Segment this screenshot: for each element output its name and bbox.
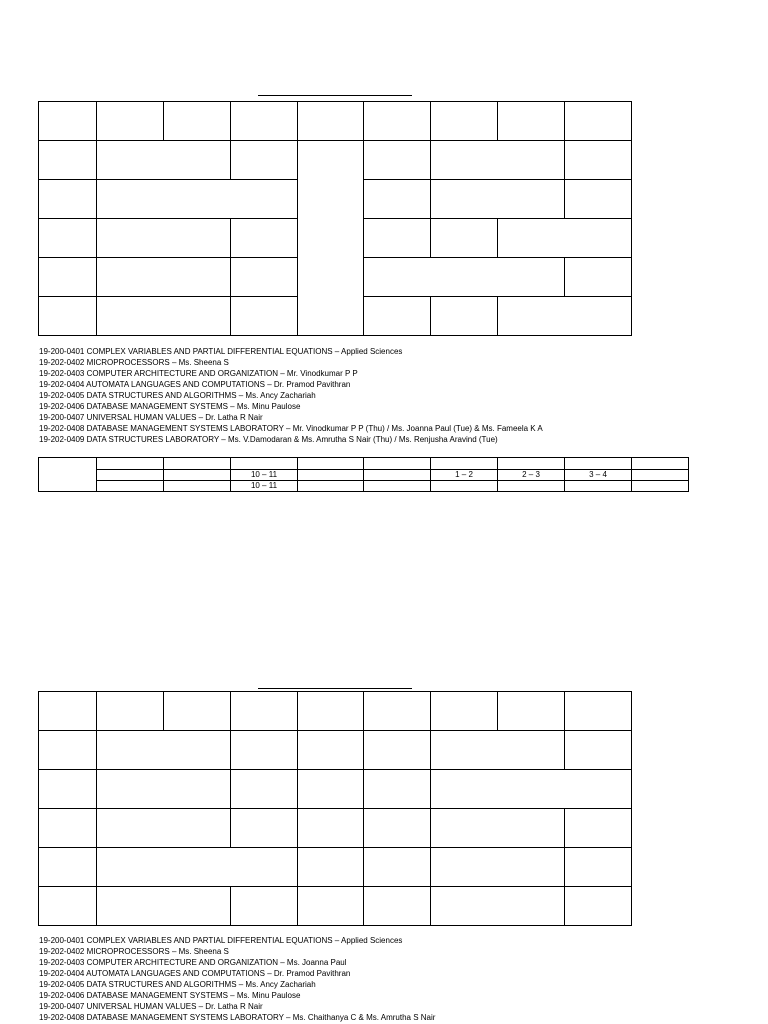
grid-cell — [363, 257, 565, 297]
grid-cell — [96, 691, 164, 731]
grid-cell — [564, 257, 632, 297]
grid-cell — [96, 218, 231, 258]
grid-cell — [96, 808, 231, 848]
period-cell — [631, 480, 689, 492]
grid-cell — [363, 769, 431, 809]
grid-cell — [96, 296, 231, 336]
grid-cell — [430, 179, 565, 219]
grid-cell — [564, 140, 632, 180]
period-cell: 1 – 2 — [430, 469, 498, 481]
grid-cell — [96, 140, 231, 180]
grid-cell — [163, 101, 231, 141]
grid-cell — [497, 296, 632, 336]
course-line: 19-202-0408 DATABASE MANAGEMENT SYSTEMS LABORATORY – Ms. Chaithanya C & Ms. Amrutha S Nair — [39, 1013, 436, 1022]
grid-cell — [363, 808, 431, 848]
course-line: 19-202-0403 COMPUTER ARCHITECTURE AND ORGANIZATION – Ms. Joanna Paul — [39, 958, 347, 967]
grid-cell — [297, 101, 364, 141]
course-line: 19-202-0402 MICROPROCESSORS – Ms. Sheena S — [39, 358, 229, 367]
period-cell: 10 – 11 — [230, 469, 298, 481]
grid-cell — [230, 730, 298, 770]
grid-cell — [96, 886, 231, 926]
grid-cell — [363, 296, 431, 336]
course-line: 19-202-0404 AUTOMATA LANGUAGES AND COMPUTATIONS – Dr. Pramod Pavithran — [39, 969, 351, 978]
course-line: 19-202-0405 DATA STRUCTURES AND ALGORITHMS – Ms. Ancy Zachariah — [39, 391, 316, 400]
course-line: 19-200-0401 COMPLEX VARIABLES AND PARTIAL DIFFERENTIAL EQUATIONS – Applied Sciences — [39, 347, 403, 356]
course-line: 19-200-0407 UNIVERSAL HUMAN VALUES – Dr. Latha R Nair — [39, 1002, 263, 1011]
grid-cell — [38, 847, 97, 887]
course-line: 19-202-0404 AUTOMATA LANGUAGES AND COMPUTATIONS – Dr. Pramod Pavithran — [39, 380, 351, 389]
grid-cell — [564, 691, 632, 731]
grid-cell — [96, 179, 298, 219]
grid-cell — [363, 179, 431, 219]
grid-cell — [497, 691, 565, 731]
grid-cell — [430, 730, 565, 770]
grid-cell — [38, 140, 97, 180]
course-line: 19-202-0406 DATABASE MANAGEMENT SYSTEMS – Ms. Minu Paulose — [39, 991, 301, 1000]
timetable-a-course-list — [39, 346, 543, 445]
grid-cell — [163, 691, 231, 731]
grid-cell — [96, 769, 231, 809]
period-cell — [96, 480, 164, 492]
course-line: 19-202-0405 DATA STRUCTURES AND ALGORITHMS – Ms. Ancy Zachariah — [39, 980, 316, 989]
course-line: 19-200-0407 UNIVERSAL HUMAN VALUES – Dr. Latha R Nair — [39, 413, 263, 422]
grid-cell — [564, 808, 632, 848]
grid-cell — [430, 101, 498, 141]
period-cell: 2 – 3 — [497, 469, 565, 481]
period-cell — [363, 480, 431, 492]
grid-cell — [297, 691, 364, 731]
periods-day-cell — [38, 457, 97, 492]
grid-cell — [38, 769, 97, 809]
course-line: 19-202-0406 DATABASE MANAGEMENT SYSTEMS – Ms. Minu Paulose — [39, 402, 301, 411]
timetable-b-course-list — [39, 935, 435, 1023]
break-cell — [297, 140, 364, 336]
course-line: 19-202-0403 COMPUTER ARCHITECTURE AND ORGANIZATION – Mr. Vinodkumar P P — [39, 369, 358, 378]
grid-cell — [230, 218, 298, 258]
period-cell — [163, 480, 231, 492]
course-line: 19-202-0408 DATABASE MANAGEMENT SYSTEMS LABORATORY – Mr. Vinodkumar P P (Thu) / Ms. Joanna Paul (Tue) & Ms. Fameela K A — [39, 424, 543, 433]
grid-cell — [497, 101, 565, 141]
grid-cell — [38, 218, 97, 258]
period-cell — [564, 480, 632, 492]
grid-cell — [363, 886, 431, 926]
grid-cell — [230, 140, 298, 180]
period-cell — [497, 480, 565, 492]
course-line: 19-202-0409 DATA STRUCTURES LABORATORY – Ms. V.Damodaran & Ms. Amrutha S Nair (Thu) / Ms. Renjusha Aravind (Tue) — [39, 435, 498, 444]
grid-cell — [38, 808, 97, 848]
grid-cell — [38, 257, 97, 297]
grid-cell — [230, 257, 298, 297]
grid-cell — [38, 730, 97, 770]
grid-cell — [363, 218, 431, 258]
grid-cell — [96, 730, 231, 770]
grid-cell — [230, 691, 298, 731]
grid-cell — [363, 140, 431, 180]
grid-cell — [230, 886, 298, 926]
course-line: 19-202-0402 MICROPROCESSORS – Ms. Sheena S — [39, 947, 229, 956]
grid-cell — [430, 691, 498, 731]
grid-cell — [38, 691, 97, 731]
grid-cell — [363, 847, 431, 887]
grid-cell — [297, 730, 364, 770]
grid-cell — [363, 691, 431, 731]
grid-cell — [38, 296, 97, 336]
grid-cell — [430, 847, 565, 887]
grid-cell — [430, 886, 565, 926]
grid-cell — [38, 886, 97, 926]
grid-cell — [230, 101, 298, 141]
grid-cell — [38, 179, 97, 219]
grid-cell — [430, 808, 565, 848]
grid-cell — [363, 730, 431, 770]
grid-cell — [430, 769, 632, 809]
grid-cell — [230, 296, 298, 336]
period-cell — [430, 480, 498, 492]
grid-cell — [96, 101, 164, 141]
grid-cell — [297, 886, 364, 926]
grid-cell — [564, 886, 632, 926]
grid-cell — [430, 218, 498, 258]
grid-cell — [297, 808, 364, 848]
grid-cell — [230, 808, 298, 848]
grid-cell — [96, 847, 298, 887]
grid-cell — [430, 140, 565, 180]
grid-cell — [564, 101, 632, 141]
period-cell: 10 – 11 — [230, 480, 298, 492]
grid-cell — [96, 257, 231, 297]
grid-cell — [564, 730, 632, 770]
grid-cell — [297, 847, 364, 887]
grid-cell — [430, 296, 498, 336]
grid-cell — [497, 218, 632, 258]
course-line: 19-200-0401 COMPLEX VARIABLES AND PARTIAL DIFFERENTIAL EQUATIONS – Applied Sciences — [39, 936, 403, 945]
timetable-b-title-underline — [258, 688, 412, 689]
grid-cell — [297, 769, 364, 809]
period-cell: 3 – 4 — [564, 469, 632, 481]
period-cell — [297, 480, 364, 492]
grid-cell — [38, 101, 97, 141]
grid-cell — [564, 847, 632, 887]
grid-cell — [564, 179, 632, 219]
timetable-a-title-underline — [258, 95, 412, 96]
grid-cell — [363, 101, 431, 141]
grid-cell — [230, 769, 298, 809]
